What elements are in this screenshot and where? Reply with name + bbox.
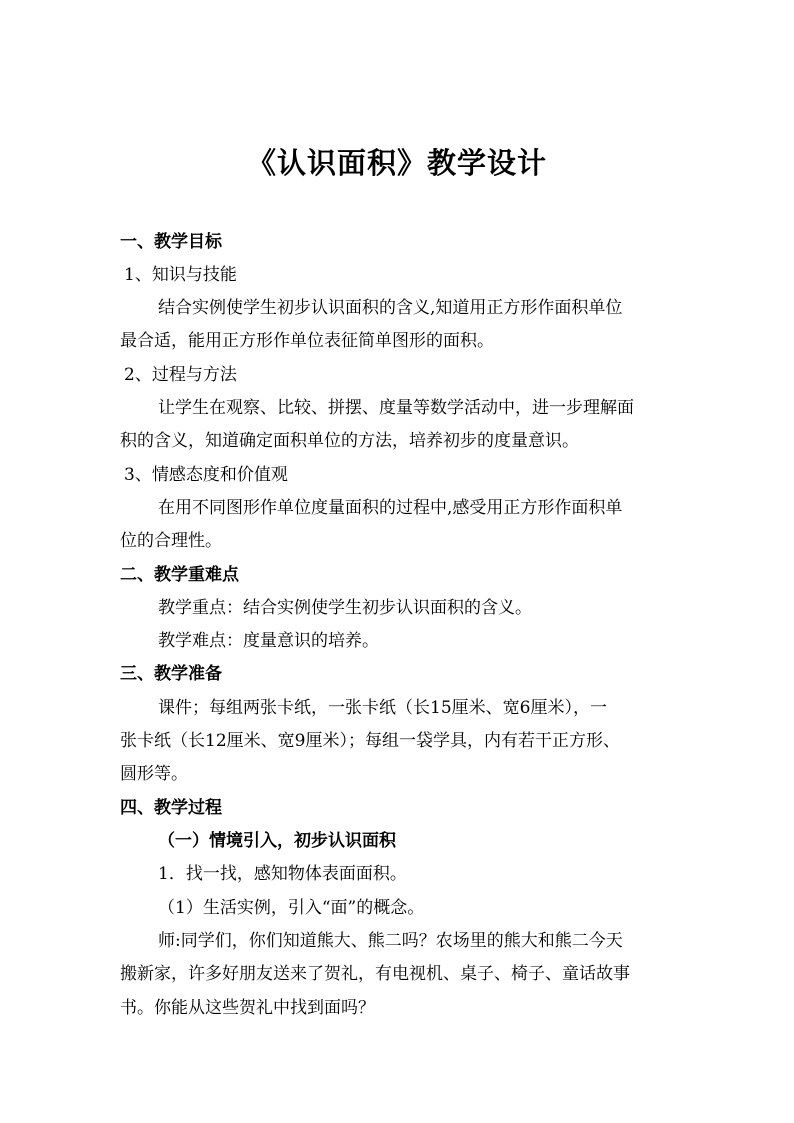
document-title: 《认识面积》教学设计 xyxy=(246,146,547,180)
paragraph-line: 搬新家，许多好朋友送来了贺礼，有电视机、桌子、椅子、童话故事 xyxy=(120,964,630,984)
section-heading-preparation: 三、教学准备 xyxy=(120,664,222,684)
subheading-scenario-intro: （一）情境引入，初步认识面积 xyxy=(158,831,396,851)
paragraph-line: 最合适，能用正方形作单位表征简单图形的面积。 xyxy=(120,331,494,351)
paragraph-line: 积的含义，知道确定面积单位的方法，培养初步的度量意识。 xyxy=(120,431,579,451)
paragraph-line: 结合实例使学生初步认识面积的含义,知道用正方形作面积单位 xyxy=(158,298,623,318)
paragraph-line: （1）生活实例，引入“面”的概念。 xyxy=(158,898,425,918)
section-heading-objectives: 一、教学目标 xyxy=(120,232,222,252)
paragraph-line: 让学生在观察、比较、拼摆、度量等数学活动中，进一步理解面 xyxy=(158,398,634,418)
section-heading-key-points: 二、教学重难点 xyxy=(120,565,239,585)
paragraph-line: 1．找一找，感知物体表面面积。 xyxy=(158,864,407,884)
paragraph-line: 位的合理性。 xyxy=(120,531,222,551)
paragraph-line: 张卡纸（长12厘米、宽9厘米）；每组一袋学具，内有若干正方形、 xyxy=(120,731,620,751)
paragraph-line: 教学难点：度量意识的培养。 xyxy=(158,631,379,651)
paragraph-line: 圆形等。 xyxy=(120,764,188,784)
subheading-knowledge-skills: 1、知识与技能 xyxy=(124,265,237,285)
paragraph-line: 课件；每组两张卡纸，一张卡纸（长15厘米、宽6厘米），一 xyxy=(158,698,607,718)
paragraph-line: 在用不同图形作单位度量面积的过程中,感受用正方形作面积单 xyxy=(158,498,623,518)
paragraph-line: 书。你能从这些贺礼中找到面吗？ xyxy=(120,998,375,1018)
subheading-process-methods: 2、过程与方法 xyxy=(124,365,237,385)
paragraph-line: 师:同学们，你们知道熊大、熊二吗？农场里的熊大和熊二今天 xyxy=(158,931,623,951)
paragraph-line: 教学重点：结合实例使学生初步认识面积的含义。 xyxy=(158,598,532,618)
section-heading-process: 四、教学过程 xyxy=(120,798,222,818)
subheading-attitude-values: 3、情感态度和价值观 xyxy=(124,465,288,485)
